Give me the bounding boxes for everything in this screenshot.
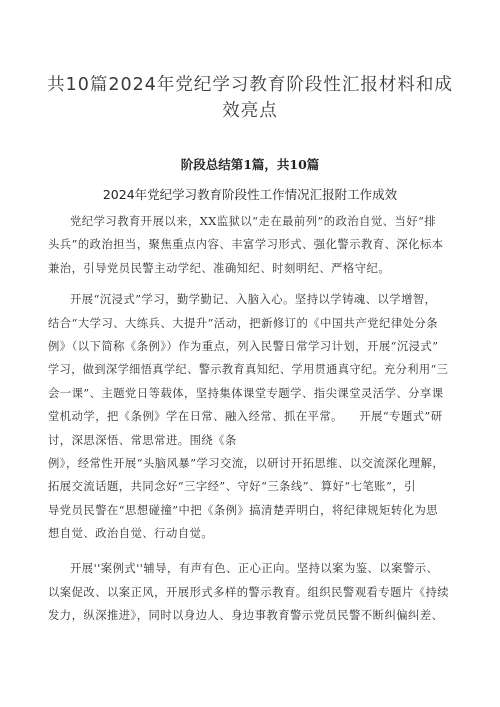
title-line: 效亮点 (222, 101, 278, 121)
document-subtitle: 2024年党纪学习教育阶段性工作情况汇报附工作成效 (102, 187, 398, 202)
text-line: 党纪学习教育开展以来，XX监狱以“走在最前列”的政治自觉、当好“排 (70, 215, 437, 228)
text-line: 以案促改、以案正风，开展形式多样的警示教育。组织民警观看专题片《持续 (48, 585, 450, 599)
document-body (48, 210, 450, 628)
text-line: 发力，纵深推进》，同时以身边人、身边事教育警示党员民警不断纠偏纠差、 (48, 609, 444, 623)
text-line: 开展''案例式''辅导，有声有色、正心正向。坚持以案为鉴、以案警示、 (70, 562, 439, 576)
text-line: 开展“沉浸式”学习，勤学勤记、入脑入心。坚持以学铸魂、以学增智， (70, 293, 437, 307)
text-line: 堂机动学，把《条例》学在日常、融入经常、抓在平常。 开展“专题式”研 (48, 410, 443, 424)
document-title (40, 72, 460, 124)
paragraph (48, 210, 450, 280)
section-heading: 阶段总结第1篇，共10篇 (180, 157, 320, 172)
text-line: 头兵”的政治担当，聚焦重点内容、丰富学习形式、强化警示教育、深化标本 (48, 238, 444, 252)
text-line: 例》（以下简称《条例》）作为重点，列入民警日常学习计划，开展“沉浸式” (48, 339, 439, 353)
text-line: 拓展交流话题，共同念好“三字经”、守好“三条线”、算好“七笔账”，引 (48, 480, 416, 494)
text-line: 学习，做到深学细悟真学纪、警示教育真知纪、学用贯通真守纪。充分利用“三 (48, 363, 449, 377)
paragraph (48, 557, 450, 627)
text-line: 会一课”、主题党日等载体，坚持集体课堂专题学、指尖课堂灵活学、分享课 (48, 386, 444, 400)
title-line: 共10篇2024年党纪学习教育阶段性汇报材料和成 (47, 75, 453, 95)
text-line: 兼治，引导党员民警主动学纪、准确知纪、时刻明纪、严格守纪。 (48, 261, 391, 275)
text-line: 结合“大学习、大练兵、大提升”活动，把新修订的《中国共产党纪律处分条 (48, 316, 439, 330)
text-line: 讨，深思深悟、常思常进。围绕《条 (48, 433, 237, 447)
paragraph (48, 288, 450, 545)
text-line: 导党员民警在“思想碰撞”中把《条例》搞清楚弄明白，将纪律规矩转化为思 (48, 503, 439, 517)
text-line: 例》，经常性开展“头脑风暴”学习交流，以研讨开拓思维、以交流深化理解， (48, 456, 445, 470)
text-line: 想自觉、政治自觉、行动自觉。 (48, 527, 214, 541)
